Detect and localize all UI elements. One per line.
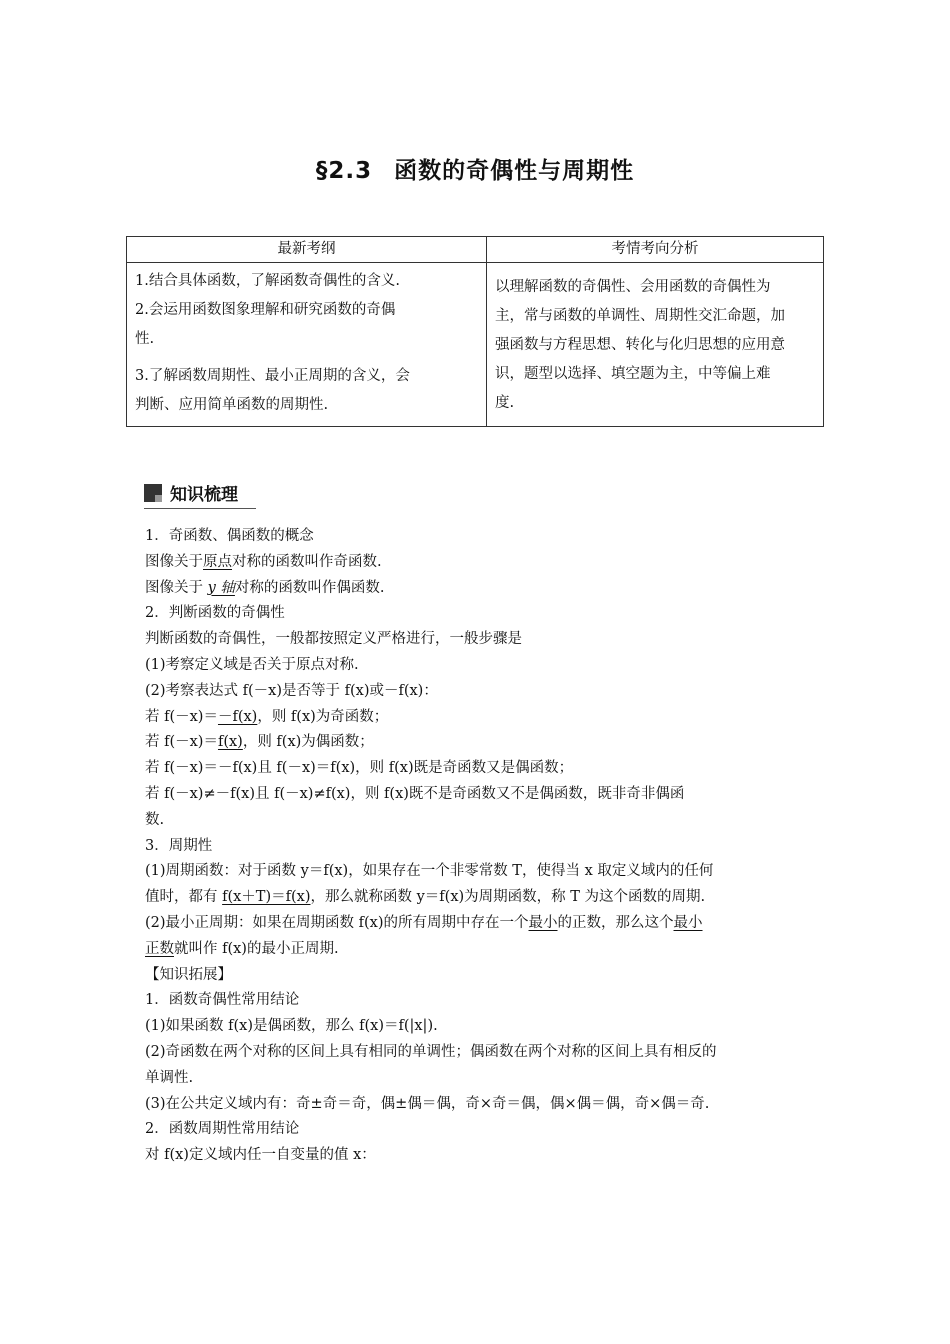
conclusion: (2)奇函数在两个对称的区间上具有相同的单调性；偶函数在两个对称的区间上具有相反的 <box>145 1043 717 1060</box>
analysis-cell <box>487 263 824 427</box>
fill-blank: －f(x) <box>217 708 258 725</box>
case-even: 若 f(－x)＝f(x)，则 f(x)为偶函数； <box>145 734 374 751</box>
requirement-line: 判断、应用简单函数的周期性. <box>135 397 329 413</box>
section-number: §2.3 <box>315 158 373 184</box>
extension-heading: 【知识拓展】 <box>145 966 232 983</box>
analysis-line: 度. <box>495 395 515 411</box>
requirements-cell <box>127 263 487 427</box>
case-neither-cont: 数. <box>145 811 165 828</box>
analysis-line: 识，题型以选择、填空题为主，中等偏上难 <box>495 366 771 382</box>
odd-definition: 图像关于原点对称的函数叫作奇函数. <box>145 553 382 570</box>
step: (2)考察表达式 f(－x)是否等于 f(x)或－f(x)： <box>145 682 438 699</box>
min-period-definition-cont: 正数就叫作 f(x)的最小正周期. <box>145 940 339 957</box>
subheading: 2．判断函数的奇偶性 <box>145 605 285 622</box>
page-title <box>0 152 950 185</box>
section-square-icon <box>144 484 162 502</box>
requirement-line: 性. <box>135 331 155 347</box>
fill-blank: 正数 <box>145 940 174 957</box>
min-period-definition: (2)最小正周期：如果在周期函数 f(x)的所有周期中存在一个最小的正数，那么这个最小 <box>145 914 703 931</box>
requirement-line: 1.结合具体函数，了解函数奇偶性的含义. <box>135 273 400 289</box>
knowledge-content <box>145 524 815 1169</box>
conclusion: (3)在公共定义域内有：奇±奇＝奇，偶±偶＝偶，奇×奇＝偶，偶×偶＝偶，奇×偶＝奇. <box>145 1095 710 1112</box>
header-syllabus: 最新考纲 <box>127 237 487 263</box>
section-heading-label: 知识梳理 <box>170 485 238 505</box>
subheading: 1．奇函数、偶函数的概念 <box>145 528 314 544</box>
subheading: 2．函数周期性常用结论 <box>145 1121 300 1138</box>
case-odd: 若 f(－x)＝－f(x)，则 f(x)为奇函数； <box>145 708 389 725</box>
conclusion: (1)如果函数 f(x)是偶函数，那么 f(x)＝f(|x|). <box>145 1018 438 1035</box>
case-neither: 若 f(－x)≠－f(x)且 f(－x)≠f(x)，则 f(x)既不是奇函数又不是偶函数，既非奇非偶函 <box>145 785 685 802</box>
step: (1)考察定义域是否关于原点对称. <box>145 656 359 673</box>
fill-blank: 最小 <box>528 914 558 931</box>
even-definition: 图像关于 y 轴对称的函数叫作偶函数. <box>145 579 385 596</box>
subheading: 1．函数奇偶性常用结论 <box>145 992 300 1009</box>
section-heading <box>144 480 256 509</box>
fill-blank: 最小 <box>673 914 703 931</box>
analysis-line: 强函数与方程思想、转化与化归思想的应用意 <box>495 337 785 353</box>
fill-blank: y 轴 <box>207 579 235 596</box>
paragraph: 判断函数的奇偶性，一般都按照定义严格进行，一般步骤是 <box>145 631 522 648</box>
conclusion: 对 f(x)定义域内任一自变量的值 x： <box>145 1147 376 1164</box>
requirement-line: 3.了解函数周期性、最小正周期的含义，会 <box>135 368 410 384</box>
syllabus-table <box>126 236 824 427</box>
analysis-line: 主，常与函数的单调性、周期性交汇命题，加 <box>495 308 785 324</box>
fill-blank: f(x＋T)＝f(x) <box>222 889 311 906</box>
period-definition: (1)周期函数：对于函数 y＝f(x)，如果存在一个非零常数 T，使得当 x 取定义域内的任何 <box>145 863 714 880</box>
case-both: 若 f(－x)＝－f(x)且 f(－x)＝f(x)，则 f(x)既是奇函数又是偶函数； <box>145 760 574 777</box>
analysis-line: 以理解函数的奇偶性、会用函数的奇偶性为 <box>495 279 771 295</box>
subheading: 3．周期性 <box>145 837 213 854</box>
period-definition-cont: 值时，都有 f(x＋T)＝f(x)，那么就称函数 y＝f(x)为周期函数，称 T 为这个函数的周期. <box>145 889 706 906</box>
conclusion-cont: 单调性. <box>145 1069 194 1086</box>
fill-blank: f(x) <box>217 734 243 751</box>
title-text: 函数的奇偶性与周期性 <box>394 158 635 184</box>
requirement-line: 2.会运用函数图象理解和研究函数的奇偶 <box>135 302 396 318</box>
header-analysis: 考情考向分析 <box>487 237 824 263</box>
fill-blank: 原点 <box>203 553 232 570</box>
